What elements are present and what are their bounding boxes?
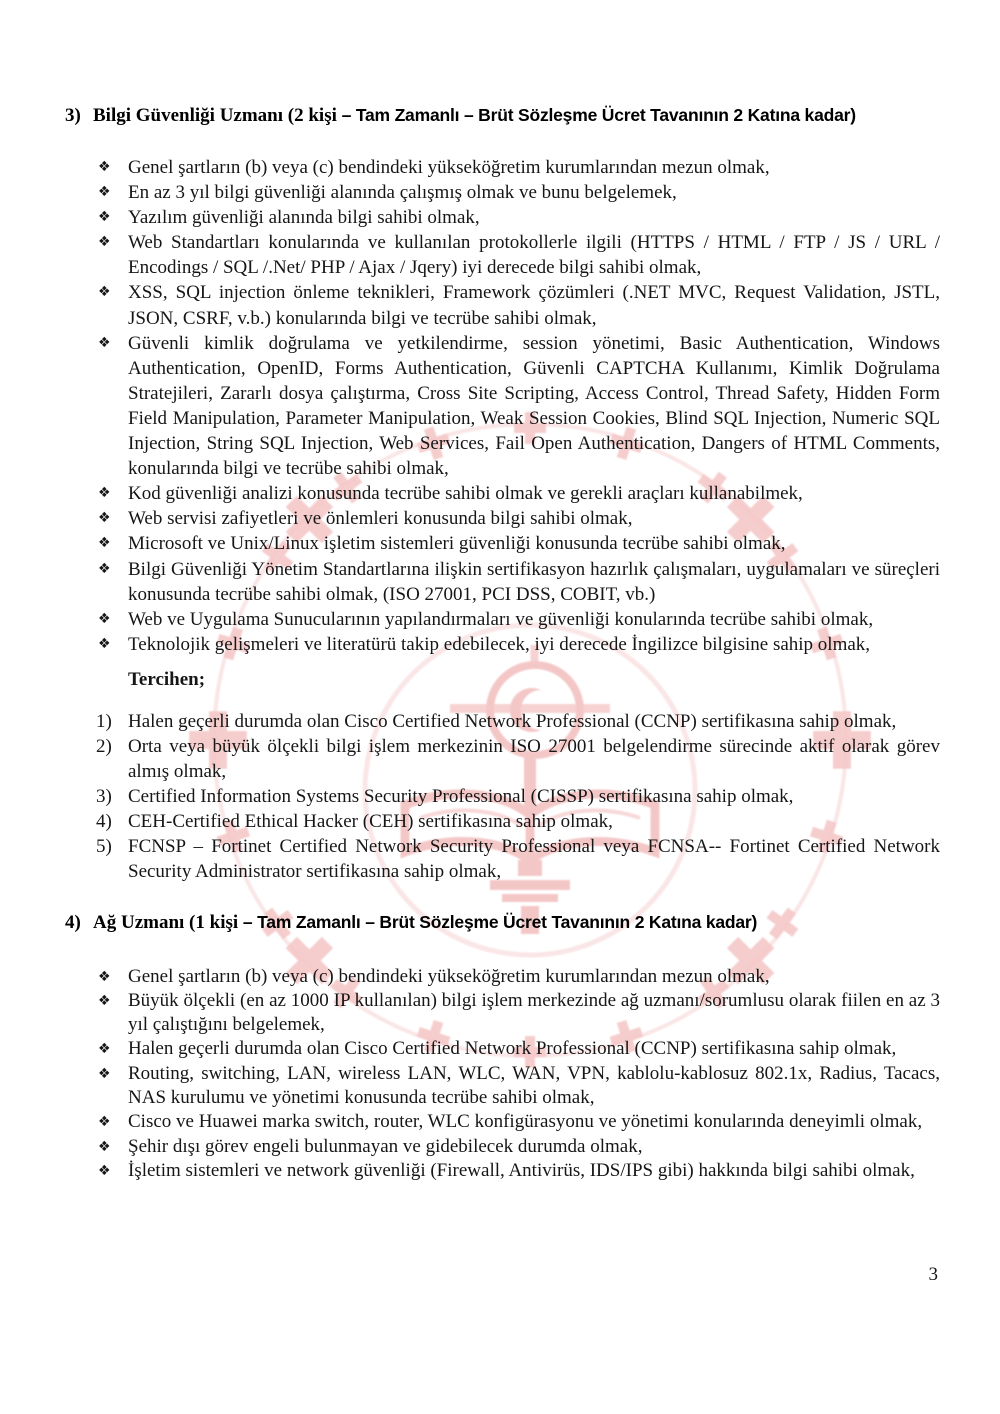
diamond-bullet-icon: ❖	[98, 1041, 111, 1058]
requirement-text: Genel şartların (b) veya (c) bendindeki yükseköğretim kurumlarından mezun olmak,	[128, 965, 770, 987]
requirement-text: Kod güvenliği analizi konusunda tecrübe sahibi olmak ve gerekli araçları kullanabilmek,	[128, 483, 803, 505]
requirement-item	[98, 481, 940, 506]
requirement-item	[98, 155, 940, 180]
requirement-item	[98, 1062, 940, 1111]
preferred-item-number: 1)	[96, 710, 112, 732]
requirement-item	[98, 989, 940, 1038]
diamond-bullet-icon: ❖	[98, 209, 111, 226]
preferred-item-number: 3)	[96, 786, 112, 808]
heading-title-sans: – Tam Zamanlı – Brüt Sözleşme Ücret Tavanının 2 Katına kadar)	[242, 911, 758, 932]
preferred-item	[96, 734, 940, 784]
requirement-text: XSS, SQL injection önleme teknikleri, Framework çözümleri (.NET MVC, Request Validation, JSTL, JSON, CSRF, v.b.) konularında bilgi ve tecrübe sahibi olmak,	[128, 282, 940, 329]
requirement-item	[98, 1135, 940, 1159]
preferred-item-number: 2)	[96, 735, 112, 757]
requirement-text: Halen geçerli durumda olan Cisco Certified Network Professional (CCNP) sertifikasına sahip olmak,	[128, 1038, 897, 1060]
job-section-ag-uzmani	[0, 910, 1000, 1184]
preferred-item-number: 5)	[96, 836, 112, 858]
diamond-bullet-icon: ❖	[98, 284, 111, 301]
preferred-item	[96, 709, 940, 734]
requirement-text: Teknolojik gelişmeleri ve literatürü takip edebilecek, iyi derecede İngilizce bilgisine sahip olmak,	[128, 633, 871, 655]
diamond-bullet-icon: ❖	[98, 159, 111, 175]
document-content	[0, 103, 1000, 1183]
requirement-item	[98, 180, 940, 205]
page-number: 3	[928, 1264, 938, 1285]
section-heading	[0, 910, 1000, 935]
diamond-bullet-icon: ❖	[98, 968, 111, 985]
section-heading	[0, 103, 1000, 128]
heading-title	[93, 910, 1000, 935]
preferred-item-text: FCNSP – Fortinet Certified Network Security Professional veya FCNSA-- Fortinet Certified Network Security Administrator sertifikasına sahip olmak,	[128, 836, 940, 883]
preferred-item	[96, 834, 940, 884]
requirement-text: Yazılım güvenliği alanında bilgi sahibi olmak,	[128, 207, 480, 229]
diamond-bullet-icon: ❖	[98, 485, 111, 502]
requirements-list	[98, 965, 940, 1184]
requirement-item	[98, 557, 940, 607]
diamond-bullet-icon: ❖	[98, 1138, 111, 1155]
preferred-item-number: 4)	[96, 811, 112, 833]
preferred-item	[96, 784, 940, 809]
requirement-text: Şehir dışı görev engeli bulunmayan ve gidebilecek durumda olmak,	[128, 1135, 643, 1157]
heading-title-serif: Bilgi Güvenliği Uzmanı (2 kişi	[93, 105, 337, 126]
heading-title-serif: Ağ Uzmanı (1 kişi	[93, 911, 239, 933]
heading-number: 3)	[65, 105, 81, 126]
preferred-list	[96, 709, 940, 885]
diamond-bullet-icon: ❖	[98, 234, 111, 251]
preferred-item-text: Certified Information Systems Security Professional (CISSP) sertifikasına sahip olmak,	[128, 786, 794, 808]
requirement-item	[98, 965, 940, 989]
requirements-list	[98, 155, 940, 657]
preferred-subheading: Tercihen;	[128, 668, 206, 690]
requirement-text: Bilgi Güvenliği Yönetim Standartlarına ilişkin sertifikasyon hazırlık çalışmaları, uygulamaları ve süreçleri konusunda tecrübe sahibi olmak, (ISO 27001, PCI DSS, COBIT, vb.)	[128, 558, 940, 605]
requirement-text: Microsoft ve Unix/Linux işletim sistemleri güvenliği konusunda tecrübe sahibi olmak,	[128, 533, 786, 555]
requirement-item	[98, 205, 940, 230]
diamond-bullet-icon: ❖	[98, 635, 111, 652]
requirement-text: Web Standartları konularında ve kullanılan protokollerle ilgili (HTTPS / HTML / FTP / JS / URL / Encodings / SQL /.Net/ PHP / Ajax / Jqery) iyi derecede bilgi sahibi olmak,	[128, 232, 940, 279]
requirement-text: Web ve Uygulama Sunucularının yapılandırmaları ve güvenliği konularında tecrübe sahibi olmak,	[128, 608, 874, 630]
heading-title	[93, 103, 1000, 128]
preferred-item-text: Orta veya büyük ölçekli bilgi işlem merkezinin ISO 27001 belgelendirme sürecinde aktif olarak görev almış olmak,	[128, 735, 940, 783]
preferred-item-text: Halen geçerli durumda olan Cisco Certified Network Professional (CCNP) sertifikasına sahip olmak,	[128, 710, 897, 732]
requirement-text: Routing, switching, LAN, wireless LAN, WLC, WAN, VPN, kablolu-kablosuz 802.1x, Radius, Tacacs, NAS kurulumu ve yönetimi konusunda tecrübe sahibi olmak,	[128, 1062, 940, 1109]
requirement-text: Genel şartların (b) veya (c) bendindeki yükseköğretim kurumlarından mezun olmak,	[128, 157, 770, 178]
diamond-bullet-icon: ❖	[98, 535, 111, 552]
requirement-text: Güvenli kimlik doğrulama ve yetkilendirme, session yönetimi, Basic Authentication, Windows Authentication, OpenID, Forms Authentication, Güvenli CAPTCHA Kullanımı, Kimlik Doğrulama Stratejileri, Zararlı dosya çalıştırma, Cross Site Scripting, Access Control, Thread Safety, Hidden Form Field Manipulation, Parameter Manipulation, Weak Session Cookies, Blind SQL Injection, Numeric SQL Injection, String SQL Injection, Web Services, Fail Open Authentication, Dangers of HTML Comments, konularında bilgi ve tecrübe sahibi olmak,	[128, 332, 940, 480]
requirement-item	[98, 331, 940, 482]
diamond-bullet-icon: ❖	[98, 334, 111, 351]
requirement-item	[98, 230, 940, 280]
diamond-bullet-icon: ❖	[98, 560, 111, 577]
requirement-item	[98, 1159, 940, 1183]
requirement-item	[98, 506, 940, 531]
requirement-text: Web servisi zafiyetleri ve önlemleri konusunda bilgi sahibi olmak,	[128, 508, 633, 530]
preferred-item	[96, 809, 940, 834]
requirement-item	[98, 607, 940, 632]
diamond-bullet-icon: ❖	[98, 184, 111, 201]
heading-title-sans: – Tam Zamanlı – Brüt Sözleşme Ücret Tavanının 2 Katına kadar)	[341, 105, 856, 125]
requirement-item	[98, 632, 940, 657]
diamond-bullet-icon: ❖	[98, 992, 111, 1009]
requirement-item	[98, 531, 940, 556]
job-section-bilgi-guvenligi-uzmani	[0, 103, 1000, 885]
requirement-item	[98, 1037, 940, 1061]
requirement-text: İşletim sistemleri ve network güvenliği (Firewall, Antivirüs, IDS/IPS gibi) hakkında bilgi sahibi olmak,	[128, 1159, 915, 1181]
diamond-bullet-icon: ❖	[98, 1114, 111, 1131]
requirement-text: Cisco ve Huawei marka switch, router, WLC konfigürasyonu ve yönetimi konularında deneyimli olmak,	[128, 1111, 923, 1133]
requirement-item	[98, 1110, 940, 1134]
diamond-bullet-icon: ❖	[98, 1065, 111, 1082]
requirement-text: Büyük ölçekli (en az 1000 IP kullanılan) bilgi işlem merkezinde ağ uzmanı/sorumlusu olarak fiilen en az 3 yıl çalıştığını belgelemek,	[128, 989, 940, 1036]
heading-number: 4)	[65, 911, 81, 933]
requirement-item	[98, 280, 940, 330]
diamond-bullet-icon: ❖	[98, 1162, 111, 1179]
diamond-bullet-icon: ❖	[98, 610, 111, 627]
requirement-text: En az 3 yıl bilgi güvenliği alanında çalışmış olmak ve bunu belgelemek,	[128, 182, 677, 204]
diamond-bullet-icon: ❖	[98, 510, 111, 527]
preferred-item-text: CEH-Certified Ethical Hacker (CEH) sertifikasına sahip olmak,	[128, 811, 613, 833]
